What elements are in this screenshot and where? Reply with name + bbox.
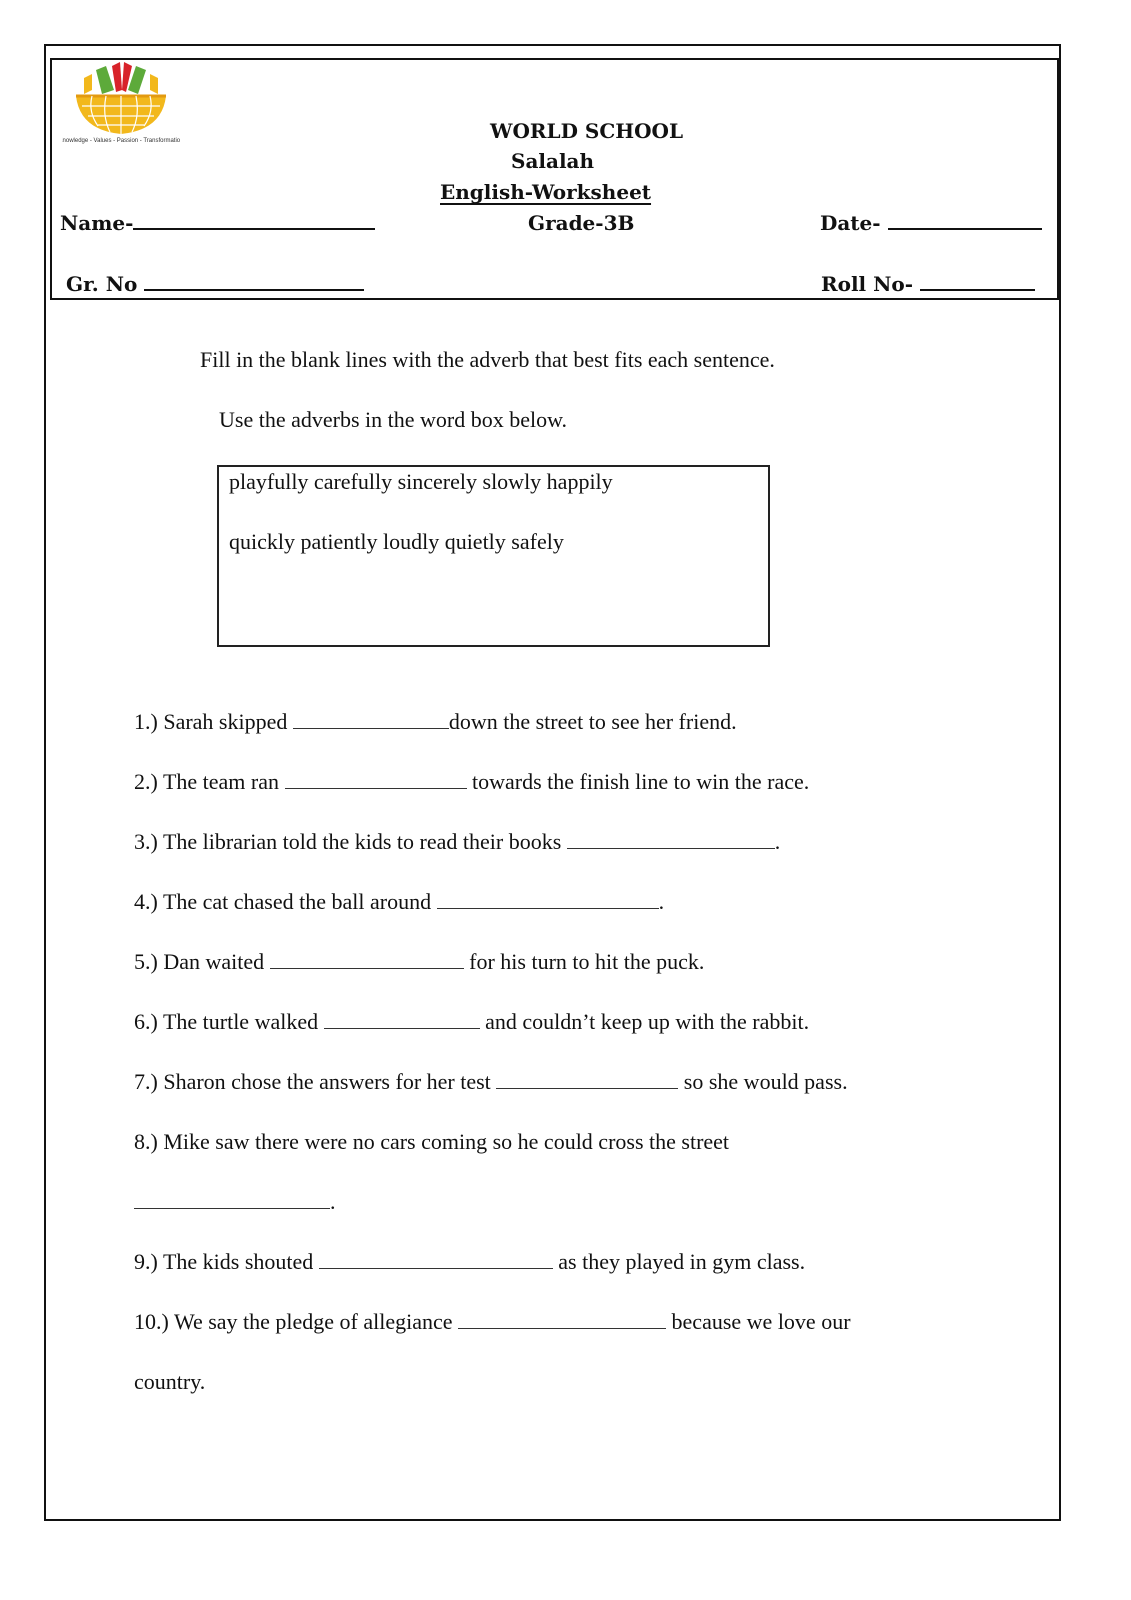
question-number: 10.) <box>134 1309 169 1334</box>
question-text-after: towards the finish line to win the race. <box>466 769 810 794</box>
answer-blank-10[interactable] <box>458 1310 666 1329</box>
question-text-after: because we love our <box>666 1309 851 1334</box>
school-logo-icon <box>62 60 180 144</box>
question-9 <box>134 1249 805 1275</box>
answer-blank-5[interactable] <box>270 950 464 969</box>
question-4 <box>134 889 664 915</box>
question-text-after: . <box>330 1189 336 1214</box>
roll-no-label: Roll No- <box>821 272 914 296</box>
question-number: 2.) <box>134 769 158 794</box>
school-logo <box>62 60 180 144</box>
grade-label: Grade-3B <box>528 211 635 235</box>
date-input-line[interactable] <box>888 214 1042 230</box>
question-7 <box>134 1069 848 1095</box>
question-6 <box>134 1009 809 1035</box>
question-text-after: . <box>774 829 781 854</box>
question-text: Sarah skipped <box>163 709 293 734</box>
school-city: Salalah <box>511 149 595 173</box>
question-number: 8.) <box>134 1129 158 1154</box>
question-text: Mike saw there were no cars coming so he could cross the street <box>163 1129 730 1154</box>
question-8 <box>134 1129 729 1155</box>
question-text: The turtle walked <box>162 1009 324 1034</box>
question-2 <box>134 769 809 795</box>
question-number: 7.) <box>134 1069 158 1094</box>
gr-no-label: Gr. No <box>66 272 138 296</box>
question-text: The cat chased the ball around <box>162 889 437 914</box>
question-text: Sharon chose the answers for her test <box>163 1069 497 1094</box>
question-text-after: . <box>658 889 665 914</box>
question-text: We say the pledge of allegiance <box>173 1309 459 1334</box>
question-10 <box>134 1309 851 1335</box>
answer-blank-7[interactable] <box>496 1070 678 1089</box>
word-box-row-1: playfully carefully sincerely slowly happily <box>229 469 613 494</box>
worksheet-title: English-Worksheet <box>440 180 652 204</box>
question-8-continued <box>134 1189 336 1215</box>
question-number: 3.) <box>134 829 158 854</box>
gr-no-field[interactable] <box>66 272 364 296</box>
gr-no-input-line[interactable] <box>144 275 364 291</box>
word-box <box>217 465 770 647</box>
question-text-after: as they played in gym class. <box>552 1249 806 1274</box>
question-number: 5.) <box>134 949 158 974</box>
question-text: The librarian told the kids to read their books <box>162 829 567 854</box>
date-label: Date- <box>820 211 881 235</box>
question-number: 1.) <box>134 709 158 734</box>
question-number: 6.) <box>134 1009 158 1034</box>
instruction-line-2: Use the adverbs in the word box below. <box>219 407 568 432</box>
question-text-after: down the street to see her friend. <box>448 709 737 734</box>
answer-blank-4[interactable] <box>437 890 659 909</box>
question-text: Dan waited <box>163 949 270 974</box>
roll-no-input-line[interactable] <box>920 275 1035 291</box>
date-field[interactable] <box>820 211 1042 235</box>
question-number: 9.) <box>134 1249 158 1274</box>
answer-blank-8[interactable] <box>134 1190 330 1209</box>
roll-no-field[interactable] <box>821 272 1035 296</box>
answer-blank-6[interactable] <box>324 1010 480 1029</box>
question-text: The team ran <box>162 769 285 794</box>
word-box-row-2: quickly patiently loudly quietly safely <box>229 529 564 554</box>
question-3 <box>134 829 780 855</box>
answer-blank-2[interactable] <box>285 770 467 789</box>
question-5 <box>134 949 704 975</box>
answer-blank-3[interactable] <box>567 830 775 849</box>
question-1 <box>134 709 737 735</box>
question-text-after: so she would pass. <box>678 1069 848 1094</box>
answer-blank-1[interactable] <box>293 710 449 729</box>
question-text: The kids shouted <box>162 1249 319 1274</box>
name-label: Name- <box>60 211 134 235</box>
instruction-line-1: Fill in the blank lines with the adverb that best fits each sentence. <box>200 347 775 372</box>
name-field[interactable] <box>60 211 375 235</box>
question-10-continued: country. <box>134 1369 206 1394</box>
question-text-after: for his turn to hit the puck. <box>463 949 705 974</box>
name-input-line[interactable] <box>133 214 375 230</box>
question-text-after: and couldn’t keep up with the rabbit. <box>479 1009 810 1034</box>
header-box <box>50 58 1059 300</box>
logo-motto: Knowledge - Values - Passion - Transformation <box>62 138 180 144</box>
question-number: 4.) <box>134 889 158 914</box>
answer-blank-9[interactable] <box>319 1250 553 1269</box>
school-name: WORLD SCHOOL <box>490 119 684 143</box>
